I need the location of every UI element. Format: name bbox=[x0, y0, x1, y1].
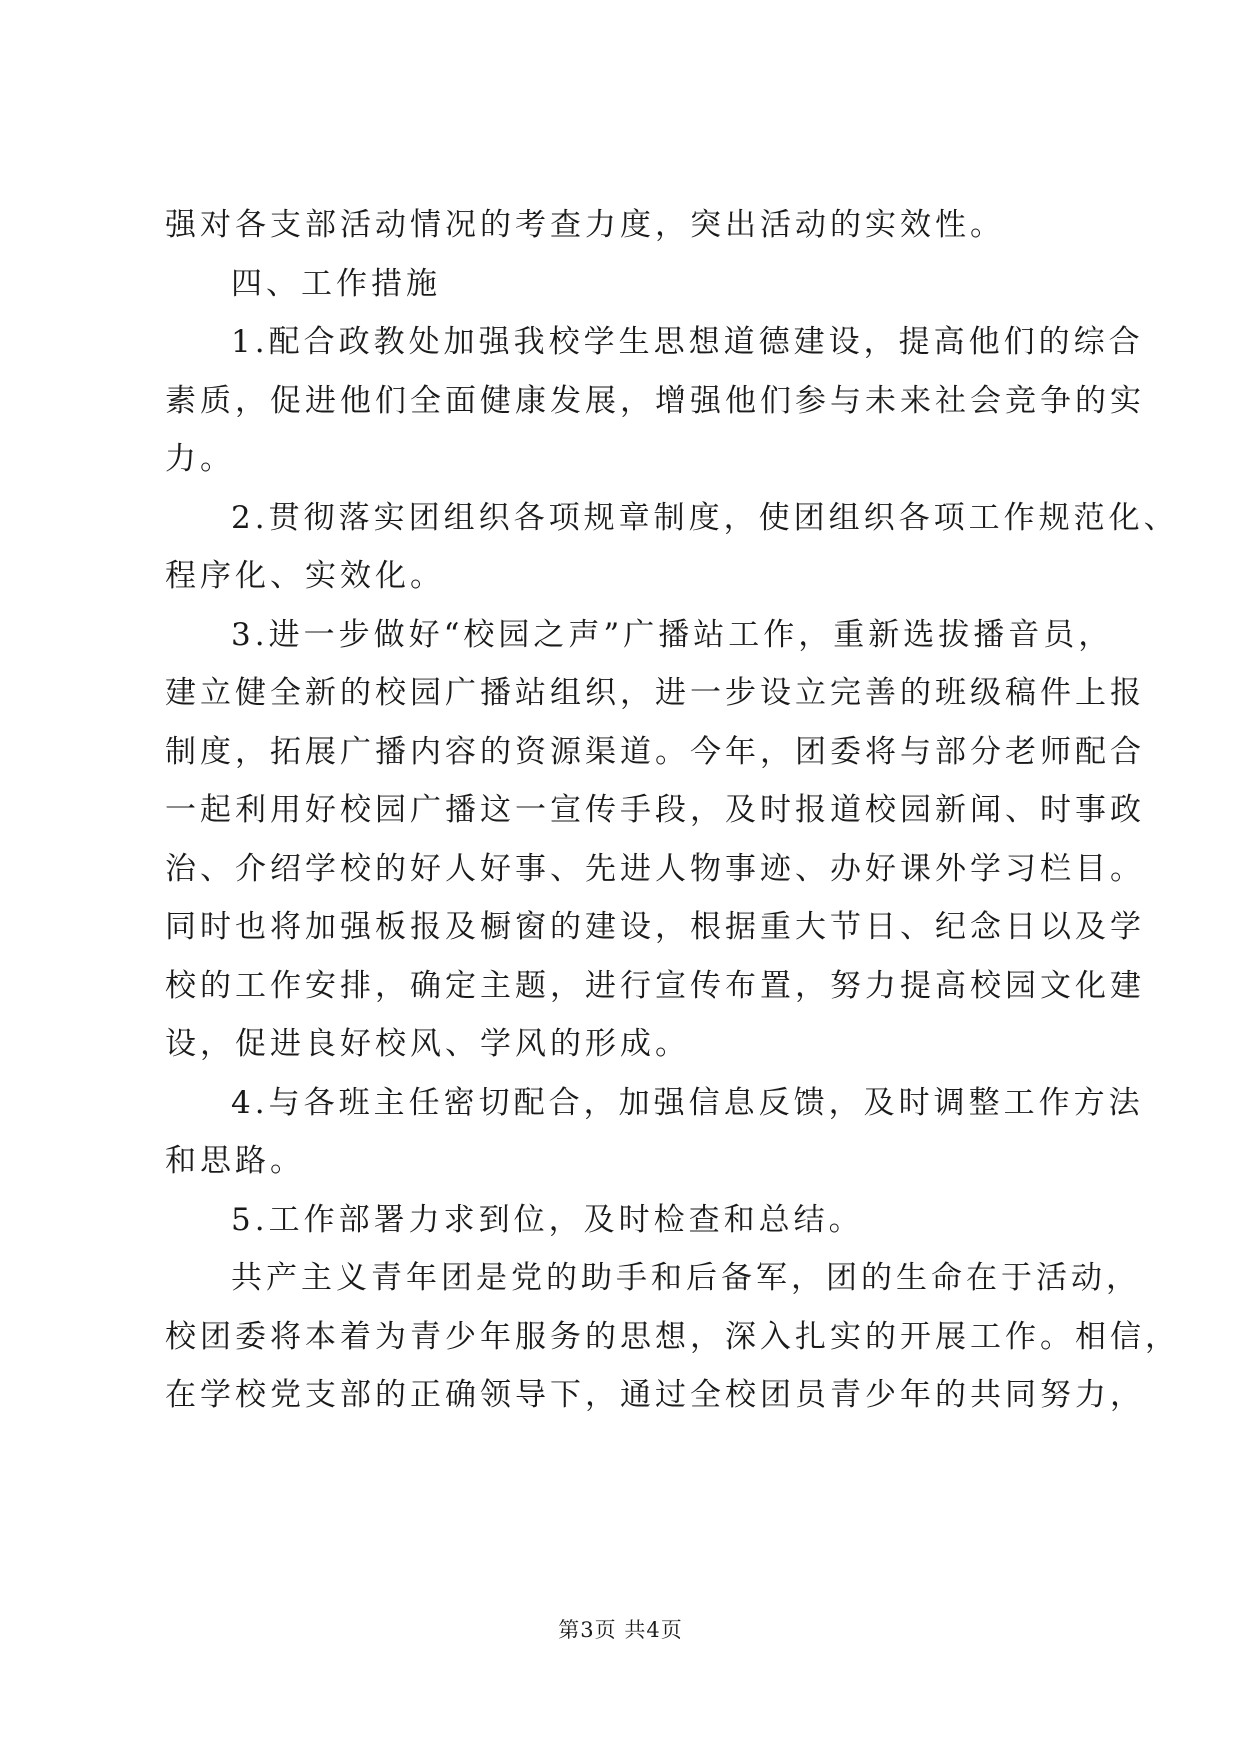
text-line: 力。 bbox=[165, 441, 235, 477]
text-line: 2.贯彻落实团组织各项规章制度，使团组织各项工作规范化、 bbox=[231, 499, 1179, 536]
text-line: 3.进一步做好“校园之声”广播站工作，重新选拔播音员， bbox=[231, 616, 1114, 653]
section-heading: 四、工作措施 bbox=[231, 265, 441, 302]
text-line: 校的工作安排，确定主题，进行宣传布置，努力提高校园文化建 bbox=[165, 967, 1145, 1004]
text-line: 程序化、实效化。 bbox=[165, 558, 445, 594]
page-number-footer: 第3页 共4页 bbox=[558, 1618, 683, 1642]
text-line: 治、介绍学校的好人好事、先进人物事迹、办好课外学习栏目。 bbox=[165, 850, 1145, 887]
document-body bbox=[165, 196, 1180, 1425]
text-line: 4.与各班主任密切配合，加强信息反馈，及时调整工作方法 bbox=[231, 1084, 1144, 1121]
text-line: 制度，拓展广播内容的资源渠道。今年，团委将与部分老师配合 bbox=[165, 733, 1145, 770]
text-line: 1.配合政教处加强我校学生思想道德建设，提高他们的综合 bbox=[231, 324, 1144, 360]
text-line: 和思路。 bbox=[165, 1143, 305, 1179]
text-line: 在学校党支部的正确领导下，通过全校团员青少年的共同努力， bbox=[165, 1377, 1145, 1413]
text-line: 强对各支部活动情况的考查力度，突出活动的实效性。 bbox=[165, 207, 1005, 243]
text-line: 共产主义青年团是党的助手和后备军，团的生命在于活动， bbox=[231, 1260, 1141, 1296]
text-line: 建立健全新的校园广播站组织，进一步设立完善的班级稿件上报 bbox=[165, 675, 1145, 711]
text-line: 素质，促进他们全面健康发展，增强他们参与未来社会竞争的实 bbox=[165, 382, 1145, 419]
text-line: 5.工作部署力求到位，及时检查和总结。 bbox=[231, 1201, 864, 1238]
text-line: 一起利用好校园广播这一宣传手段，及时报道校园新闻、时事政 bbox=[165, 792, 1145, 828]
text-line: 校团委将本着为青少年服务的思想，深入扎实的开展工作。相信， bbox=[165, 1318, 1180, 1355]
text-line: 设，促进良好校风、学风的形成。 bbox=[165, 1026, 690, 1062]
text-line: 同时也将加强板报及橱窗的建设，根据重大节日、纪念日以及学 bbox=[165, 909, 1145, 945]
